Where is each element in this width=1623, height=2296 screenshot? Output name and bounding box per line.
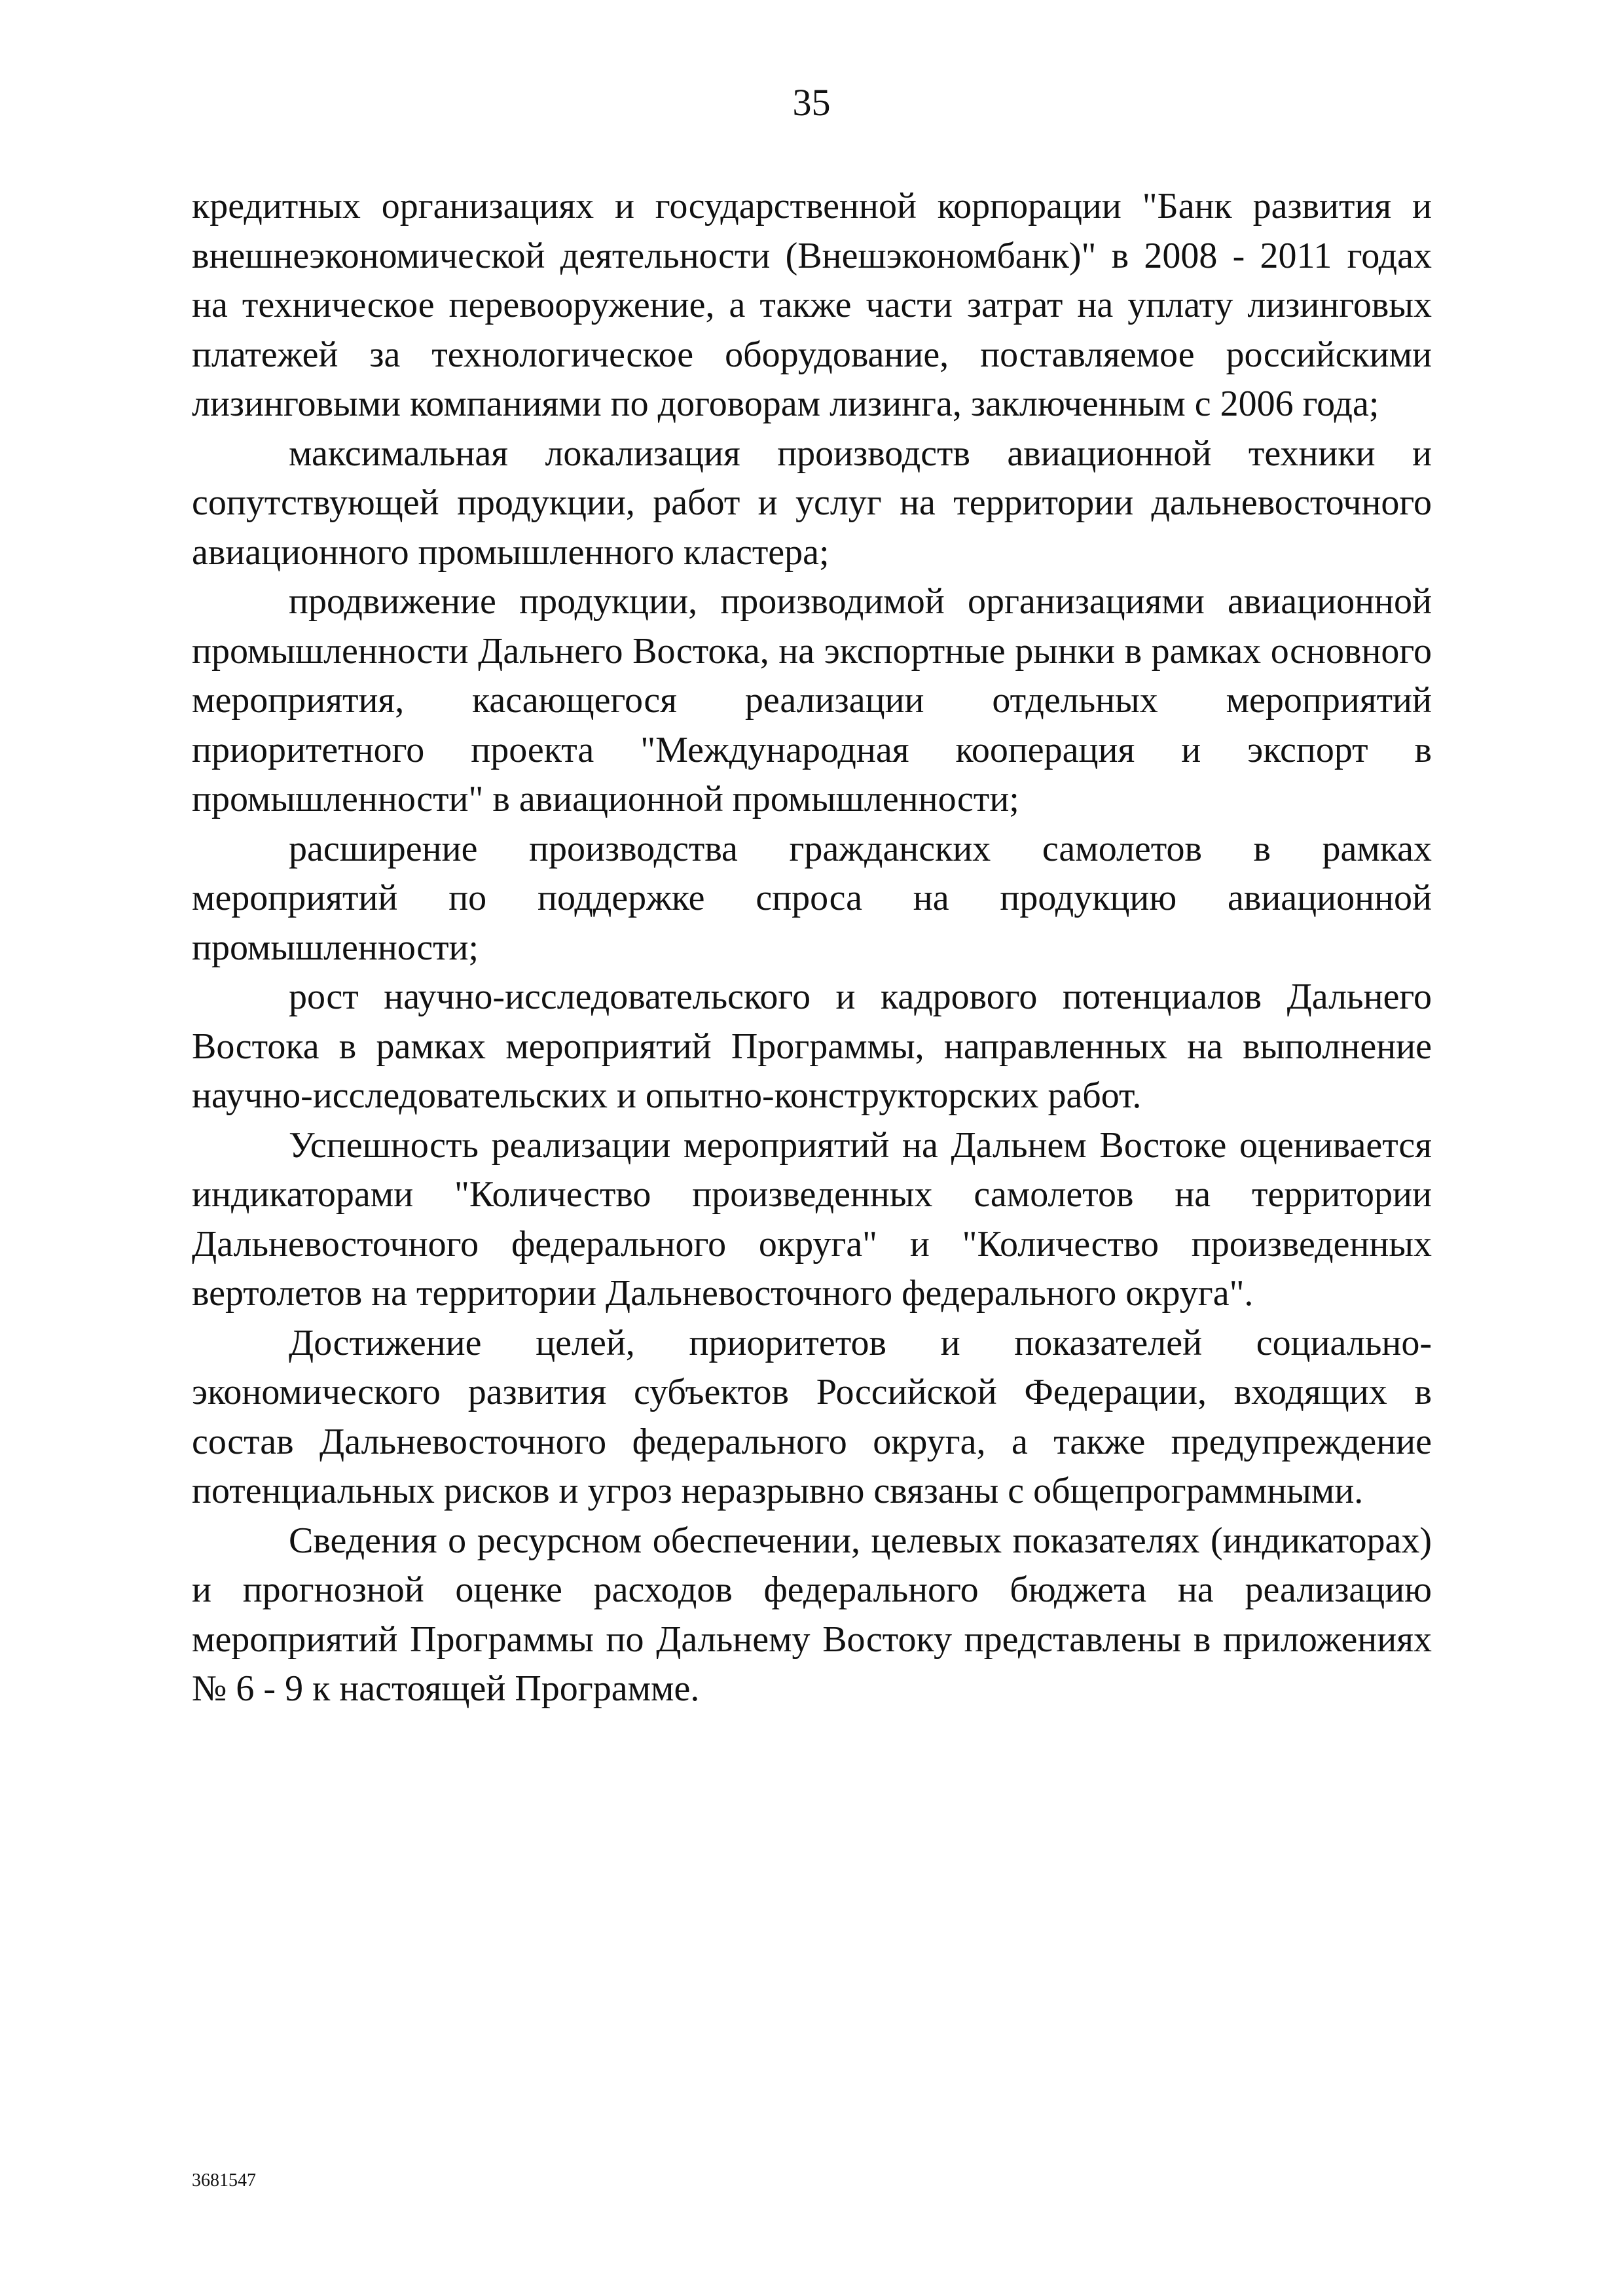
paragraph: расширение производства гражданских самолетов в рамках мероприятий по поддержке спроса на продукцию авиационной промышленности; bbox=[192, 828, 1432, 968]
document-code: 3681547 bbox=[192, 2170, 256, 2191]
paragraph: максимальная локализация производств авиационной техники и сопутствующей продукции, работ и услуг на территории дальневосточного авиационного промышленного кластера; bbox=[192, 433, 1432, 573]
paragraph: Достижение целей, приоритетов и показателей социально-экономического развития субъектов Российской Федерации, входящих в состав Дальневосточного федерального округа, а также предупреждение потенциальных рисков и угроз неразрывно связаны с общепрограммными. bbox=[192, 1322, 1432, 1511]
paragraph: Сведения о ресурсном обеспечении, целевых показателях (индикаторах) и прогнозной оценке расходов федерального бюджета на реализацию мероприятий Программы по Дальнему Востоку представлены в приложениях № 6 - 9 к настоящей Программе. bbox=[192, 1520, 1432, 1709]
paragraph-continuation: кредитных организациях и государственной корпорации "Банк развития и внешнеэкономической деятельности (Внешэкономбанк)" в 2008 - 2011 годах на техническое перевооружение, а также части затрат на уплату лизинговых платежей за технологическое оборудование, поставляемое российскими лизинговыми компаниями по договорам лизинга, заключенным с 2006 года; bbox=[192, 186, 1432, 424]
paragraph: Успешность реализации мероприятий на Дальнем Востоке оценивается индикаторами "Количество произведенных самолетов на территории Дальневосточного федерального округа" и "Количество произведенных вертолетов на территории Дальневосточного федерального округа". bbox=[192, 1124, 1432, 1314]
page-number: 35 bbox=[792, 81, 831, 124]
document-body bbox=[192, 182, 1432, 1714]
paragraph: продвижение продукции, производимой организациями авиационной промышленности Дальнего Востока, на экспортные рынки в рамках основного мероприятия, касающегося реализации отдельных мероприятий приоритетного проекта "Международная кооперация и экспорт в промышленности" в авиационной промышленности; bbox=[192, 581, 1432, 819]
paragraph: рост научно-исследовательского и кадрового потенциалов Дальнего Востока в рамках мероприятий Программы, направленных на выполнение научно-исследовательских и опытно-конструкторских работ. bbox=[192, 977, 1432, 1116]
